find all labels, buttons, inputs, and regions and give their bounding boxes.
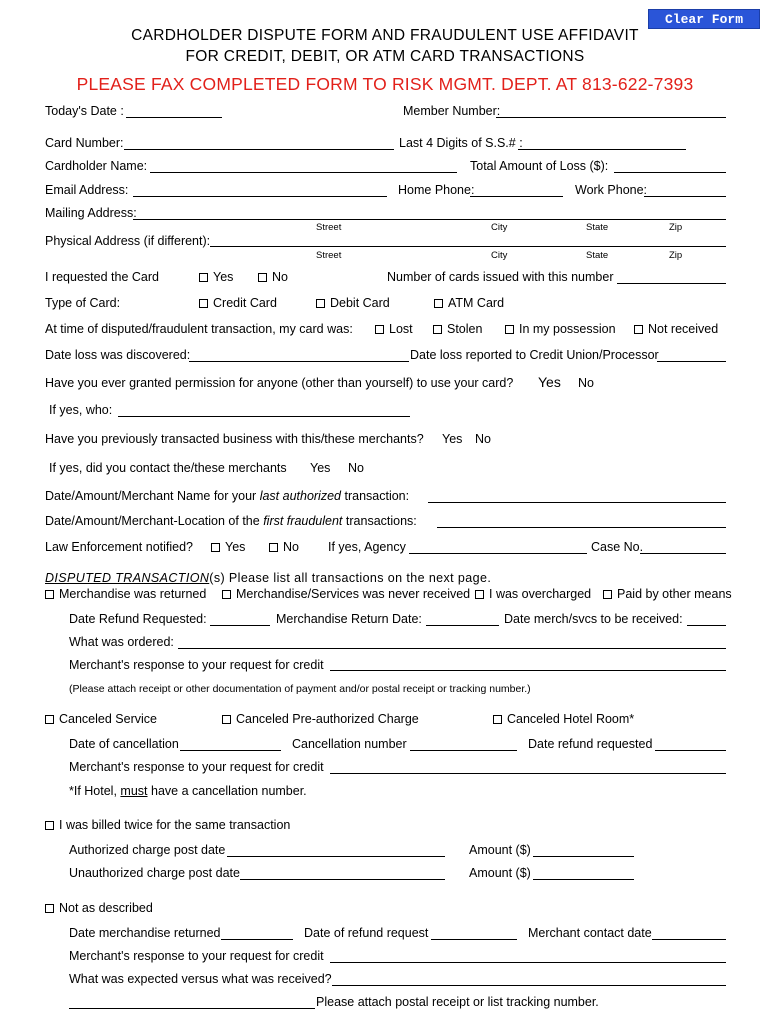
checkbox-icon[interactable] [433, 325, 442, 334]
checkbox-icon[interactable] [603, 590, 612, 599]
cardholder-name-field[interactable] [150, 172, 457, 173]
last-authorized-label: Date/Amount/Merchant Name for your last authorized transaction: [45, 489, 410, 503]
member-number-label: Member Number: [403, 104, 501, 118]
card-number-label: Card Number: [45, 136, 124, 150]
first-fraudulent-field[interactable] [437, 527, 726, 528]
law-enforcement-label: Law Enforcement notified? [45, 540, 194, 554]
mailing-city-label: City [491, 222, 508, 233]
date-merch-returned-label: Date merchandise returned [69, 926, 221, 940]
expected-received-field[interactable] [332, 985, 726, 986]
date-refund-request-label: Date of refund request [304, 926, 429, 940]
date-refund-requested-2-label: Date refund requested [528, 737, 653, 751]
requested-card-no[interactable]: No [258, 270, 288, 284]
checkbox-icon[interactable] [634, 325, 643, 334]
merchant-contact-date-field[interactable] [652, 939, 726, 940]
contact-merchant-question: If yes, did you contact the/these merchants [49, 461, 287, 475]
permission-yes[interactable]: Yes [538, 374, 561, 390]
unauthorized-post-date-field[interactable] [240, 879, 445, 880]
checkbox-icon[interactable] [45, 821, 54, 830]
requested-card-yes[interactable]: Yes [199, 270, 233, 284]
merchant-response-field-3[interactable] [330, 962, 726, 963]
overcharged-option[interactable]: I was overcharged [475, 587, 591, 601]
checkbox-icon[interactable] [222, 715, 231, 724]
checkbox-icon[interactable] [222, 590, 231, 599]
unauthorized-amount-field[interactable] [533, 879, 634, 880]
merchant-contact-date-label: Merchant contact date [528, 926, 652, 940]
unauthorized-post-date-label: Unauthorized charge post date [69, 866, 240, 880]
physical-address-field[interactable] [210, 246, 726, 247]
mailing-zip-label: Zip [669, 222, 683, 233]
form-title-line1: CARDHOLDER DISPUTE FORM AND FRAUDULENT USE AFFIDAVIT [131, 27, 639, 44]
email-label: Email Address: [45, 183, 129, 197]
todays-date-field[interactable] [126, 117, 222, 118]
agency-field[interactable] [409, 553, 587, 554]
home-phone-label: Home Phone: [398, 183, 475, 197]
form-title-line2: FOR CREDIT, DEBIT, OR ATM CARD TRANSACTIONS [185, 48, 585, 65]
mailing-street-label: Street [316, 222, 342, 233]
checkbox-icon[interactable] [45, 590, 54, 599]
last-authorized-field[interactable] [428, 502, 726, 503]
contact-merchant-no[interactable]: No [348, 461, 364, 475]
card-status-label: At time of disputed/fraudulent transaction, my card was: [45, 322, 353, 336]
checkbox-icon[interactable] [269, 543, 278, 552]
physical-address-label: Physical Address (if different): [45, 234, 211, 248]
checkbox-icon[interactable] [45, 904, 54, 913]
merchant-response-field-1[interactable] [330, 670, 726, 671]
checkbox-icon[interactable] [316, 299, 325, 308]
canceled-hotel-option[interactable]: Canceled Hotel Room* [493, 712, 634, 726]
what-ordered-label: What was ordered: [69, 635, 174, 649]
merch-return-date-field[interactable] [426, 625, 499, 626]
cards-issued-label: Number of cards issued with this number [387, 270, 614, 284]
merchant-response-label-1: Merchant's response to your request for credit [69, 658, 324, 672]
attach-note: (Please attach receipt or other documentation of payment and/or postal receipt or tracking number.) [69, 683, 531, 695]
not-described-option[interactable]: Not as described [45, 901, 153, 915]
checkbox-icon[interactable] [434, 299, 443, 308]
checkbox-icon[interactable] [211, 543, 220, 552]
merchant-response-label-2: Merchant's response to your request for credit [69, 760, 324, 774]
canceled-preauth-option[interactable]: Canceled Pre-authorized Charge [222, 712, 419, 726]
canceled-service-option[interactable]: Canceled Service [45, 712, 157, 726]
cards-issued-field[interactable] [617, 283, 726, 284]
first-fraudulent-label: Date/Amount/Merchant-Location of the first fraudulent transactions: [45, 514, 417, 528]
card-number-field[interactable] [124, 149, 394, 150]
date-merch-returned-field[interactable] [221, 939, 293, 940]
ssn-last4-field[interactable] [518, 149, 686, 150]
todays-date-label: Today's Date : [45, 104, 124, 118]
date-refund-requested-field[interactable] [210, 625, 270, 626]
case-no-label: Case No. [591, 540, 644, 554]
checkbox-icon[interactable] [475, 590, 484, 599]
checkbox-icon[interactable] [505, 325, 514, 334]
date-cancellation-field[interactable] [180, 750, 281, 751]
previous-business-question: Have you previously transacted business with this/these merchants? [45, 432, 424, 446]
authorized-post-date-label: Authorized charge post date [69, 843, 226, 857]
card-type-credit[interactable]: Credit Card [199, 296, 277, 310]
total-loss-field[interactable] [614, 172, 726, 173]
physical-city-label: City [491, 250, 508, 261]
mailing-address-label: Mailing Address: [45, 206, 137, 220]
checkbox-icon[interactable] [258, 273, 267, 282]
card-status-not-received[interactable]: Not received [634, 322, 718, 336]
card-status-lost[interactable]: Lost [375, 322, 413, 336]
cancellation-number-label: Cancellation number [292, 737, 407, 751]
physical-state-label: State [586, 250, 609, 261]
work-phone-field[interactable] [644, 196, 726, 197]
email-field[interactable] [133, 196, 387, 197]
what-ordered-field[interactable] [178, 648, 726, 649]
permission-who-label: If yes, who: [49, 403, 113, 417]
physical-street-label: Street [316, 250, 342, 261]
checkbox-icon[interactable] [199, 273, 208, 282]
attach-postal-note: Please attach postal receipt or list tracking number. [316, 995, 599, 1009]
requested-card-label: I requested the Card [45, 270, 159, 284]
law-enforcement-no[interactable]: No [269, 540, 299, 554]
never-received-option[interactable]: Merchandise/Services was never received [222, 587, 470, 601]
authorized-amount-label: Amount ($) [469, 843, 531, 857]
date-loss-reported-field[interactable] [657, 361, 726, 362]
previous-business-yes[interactable]: Yes [442, 432, 463, 446]
card-type-atm[interactable]: ATM Card [434, 296, 504, 310]
case-no-field[interactable] [640, 553, 726, 554]
merch-returned-option[interactable]: Merchandise was returned [45, 587, 206, 601]
date-refund-request-field[interactable] [431, 939, 517, 940]
disputed-heading: DISPUTED TRANSACTION(s) Please list all transactions on the next page. [45, 571, 492, 585]
cancellation-number-field[interactable] [410, 750, 517, 751]
card-type-debit[interactable]: Debit Card [316, 296, 390, 310]
mailing-address-field[interactable] [133, 219, 726, 220]
date-loss-discovered-label: Date loss was discovered: [45, 348, 191, 362]
card-status-possession[interactable]: In my possession [505, 322, 616, 336]
fax-notice: PLEASE FAX COMPLETED FORM TO RISK MGMT. DEPT. AT 813-622-7393 [76, 74, 694, 94]
billed-twice-option[interactable]: I was billed twice for the same transaction [45, 818, 290, 832]
card-status-stolen[interactable]: Stolen [433, 322, 482, 336]
card-type-label: Type of Card: [45, 296, 121, 310]
authorized-amount-field[interactable] [533, 856, 634, 857]
permission-question: Have you ever granted permission for anyone (other than yourself) to use your card? [45, 376, 514, 390]
work-phone-label: Work Phone: [575, 183, 648, 197]
checkbox-icon[interactable] [45, 715, 54, 724]
unauthorized-amount-label: Amount ($) [469, 866, 531, 880]
cardholder-name-label: Cardholder Name: [45, 159, 148, 173]
date-cancellation-label: Date of cancellation [69, 737, 179, 751]
date-refund-requested-label: Date Refund Requested: [69, 612, 207, 626]
total-loss-label: Total Amount of Loss ($): [470, 159, 609, 173]
contact-merchant-yes[interactable]: Yes [310, 461, 331, 475]
previous-business-no[interactable]: No [475, 432, 491, 446]
merchant-response-field-2[interactable] [330, 773, 726, 774]
permission-who-field[interactable] [118, 416, 410, 417]
date-loss-discovered-field[interactable] [189, 361, 409, 362]
law-enforcement-yes[interactable]: Yes [211, 540, 245, 554]
paid-other-option[interactable]: Paid by other means [603, 587, 732, 601]
date-merch-received-field[interactable] [687, 625, 726, 626]
authorized-post-date-field[interactable] [227, 856, 445, 857]
physical-zip-label: Zip [669, 250, 683, 261]
expected-received-label: What was expected versus what was received? [69, 972, 332, 986]
permission-no[interactable]: No [578, 376, 594, 390]
hotel-note: *If Hotel, must have a cancellation number. [69, 784, 307, 798]
checkbox-icon[interactable] [199, 299, 208, 308]
date-merch-received-label: Date merch/svcs to be received: [504, 612, 683, 626]
date-loss-reported-label: Date loss reported to Credit Union/Processor [410, 348, 659, 362]
agency-label: If yes, Agency [328, 540, 406, 554]
mailing-state-label: State [586, 222, 609, 233]
tracking-number-field[interactable] [69, 1008, 315, 1009]
member-number-field[interactable] [496, 117, 726, 118]
checkbox-icon[interactable] [493, 715, 502, 724]
clear-form-button[interactable]: Clear Form [648, 9, 760, 29]
ssn-last4-label: Last 4 Digits of S.S.# : [399, 136, 523, 150]
merch-return-date-label: Merchandise Return Date: [276, 612, 422, 626]
home-phone-field[interactable] [470, 196, 563, 197]
merchant-response-label-3: Merchant's response to your request for credit [69, 949, 324, 963]
checkbox-icon[interactable] [375, 325, 384, 334]
date-refund-requested-2-field[interactable] [655, 750, 726, 751]
